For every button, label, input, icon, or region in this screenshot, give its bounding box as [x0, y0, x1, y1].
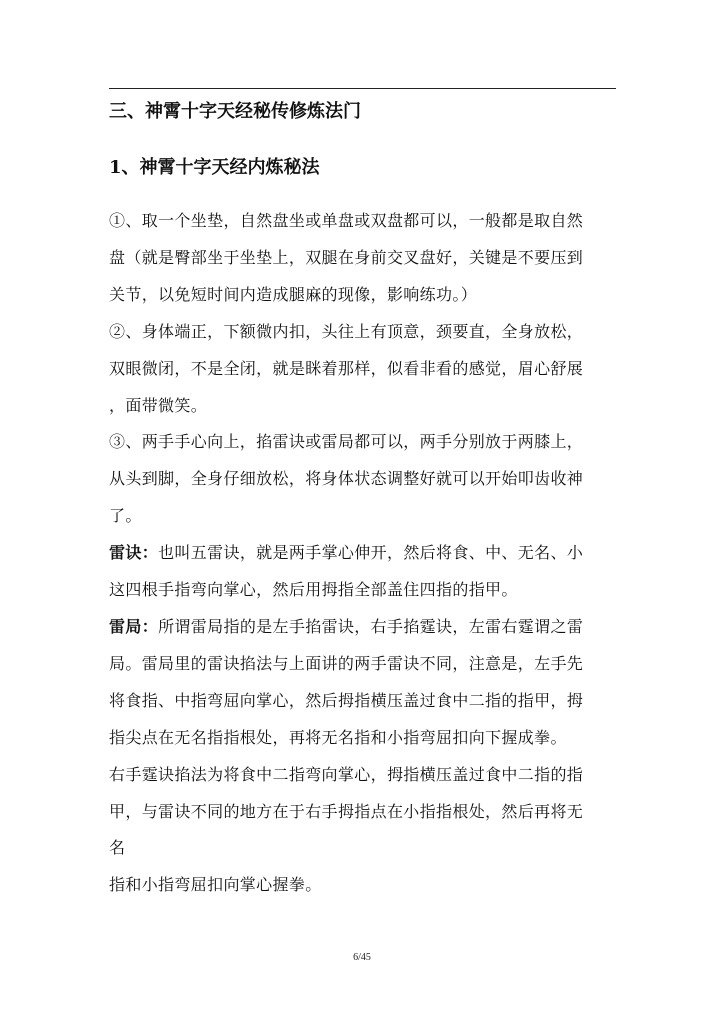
- subsection-title: 1、神霄十字天经内炼秘法: [109, 157, 320, 178]
- text-line: 从头到脚，全身仔细放松，将身体状态调整好就可以开始叩齿收神: [109, 469, 584, 489]
- text-line: 了。: [109, 506, 142, 526]
- section-title: 三、神霄十字天经秘传修炼法门: [109, 101, 361, 122]
- text-line: 这四根手指弯向掌心，然后用拇指全部盖住四指的指甲。: [109, 580, 518, 600]
- header-rule: [109, 88, 616, 89]
- text-line: ①、取一个坐垫，自然盘坐或单盘或双盘都可以，一般都是取自然: [109, 211, 584, 230]
- text-line: ②、身体端正，下额微内扣，头往上有顶意，颈要直，全身放松，: [109, 321, 584, 341]
- text-line: 所谓雷局指的是左手掐雷诀，右手掐霆诀，左雷右霆谓之雷: [158, 616, 584, 636]
- term-leijue: 雷诀：: [109, 543, 159, 563]
- text-line: 右手霆诀掐法为将食中二指弯向掌心，拇指横压盖过食中二指的指: [109, 764, 584, 784]
- paragraph-step-1: [109, 203, 609, 314]
- text-line: 名: [109, 838, 126, 858]
- text-line: 关节，以免短时间内造成腿麻的现像，影响练功。）: [109, 284, 478, 304]
- page-content: [109, 94, 609, 904]
- text-line: 局。雷局里的雷诀掐法与上面讲的两手雷诀不同，注意是，左手先: [109, 653, 584, 673]
- text-line: 将食指、中指弯屈向掌心，然后拇指横压盖过食中二指的指甲，拇: [109, 690, 584, 710]
- text-line: ③、两手手心向上，掐雷诀或雷局都可以，两手分别放于两膝上，: [109, 432, 584, 452]
- paragraph-tingjue: [109, 757, 609, 905]
- text-line: 盘（就是臀部坐于坐垫上，双腿在身前交叉盘好，关键是不要压到: [109, 247, 584, 267]
- page-number: 6/45: [353, 952, 371, 963]
- term-leiju: 雷局：: [109, 616, 159, 636]
- paragraph-step-3: [109, 424, 609, 535]
- text-line: ，面带微笑。: [109, 395, 208, 415]
- text-line: 指尖点在无名指指根处，再将无名指和小指弯屈扣向下握成拳。: [109, 727, 567, 747]
- paragraph-step-2: [109, 314, 609, 425]
- text-line: 甲，与雷诀不同的地方在于右手拇指点在小指指根处，然后再将无: [109, 801, 584, 821]
- text-line: 也叫五雷诀，就是两手掌心伸开，然后将食、中、无名、小: [158, 543, 584, 563]
- paragraph-leiju: [109, 609, 609, 757]
- text-line: 双眼微闭，不是全闭，就是眯着那样，似看非看的感觉，眉心舒展: [109, 358, 584, 378]
- text-line: 指和小指弯屈扣向掌心握拳。: [109, 875, 322, 895]
- paragraph-leijue: [109, 535, 609, 609]
